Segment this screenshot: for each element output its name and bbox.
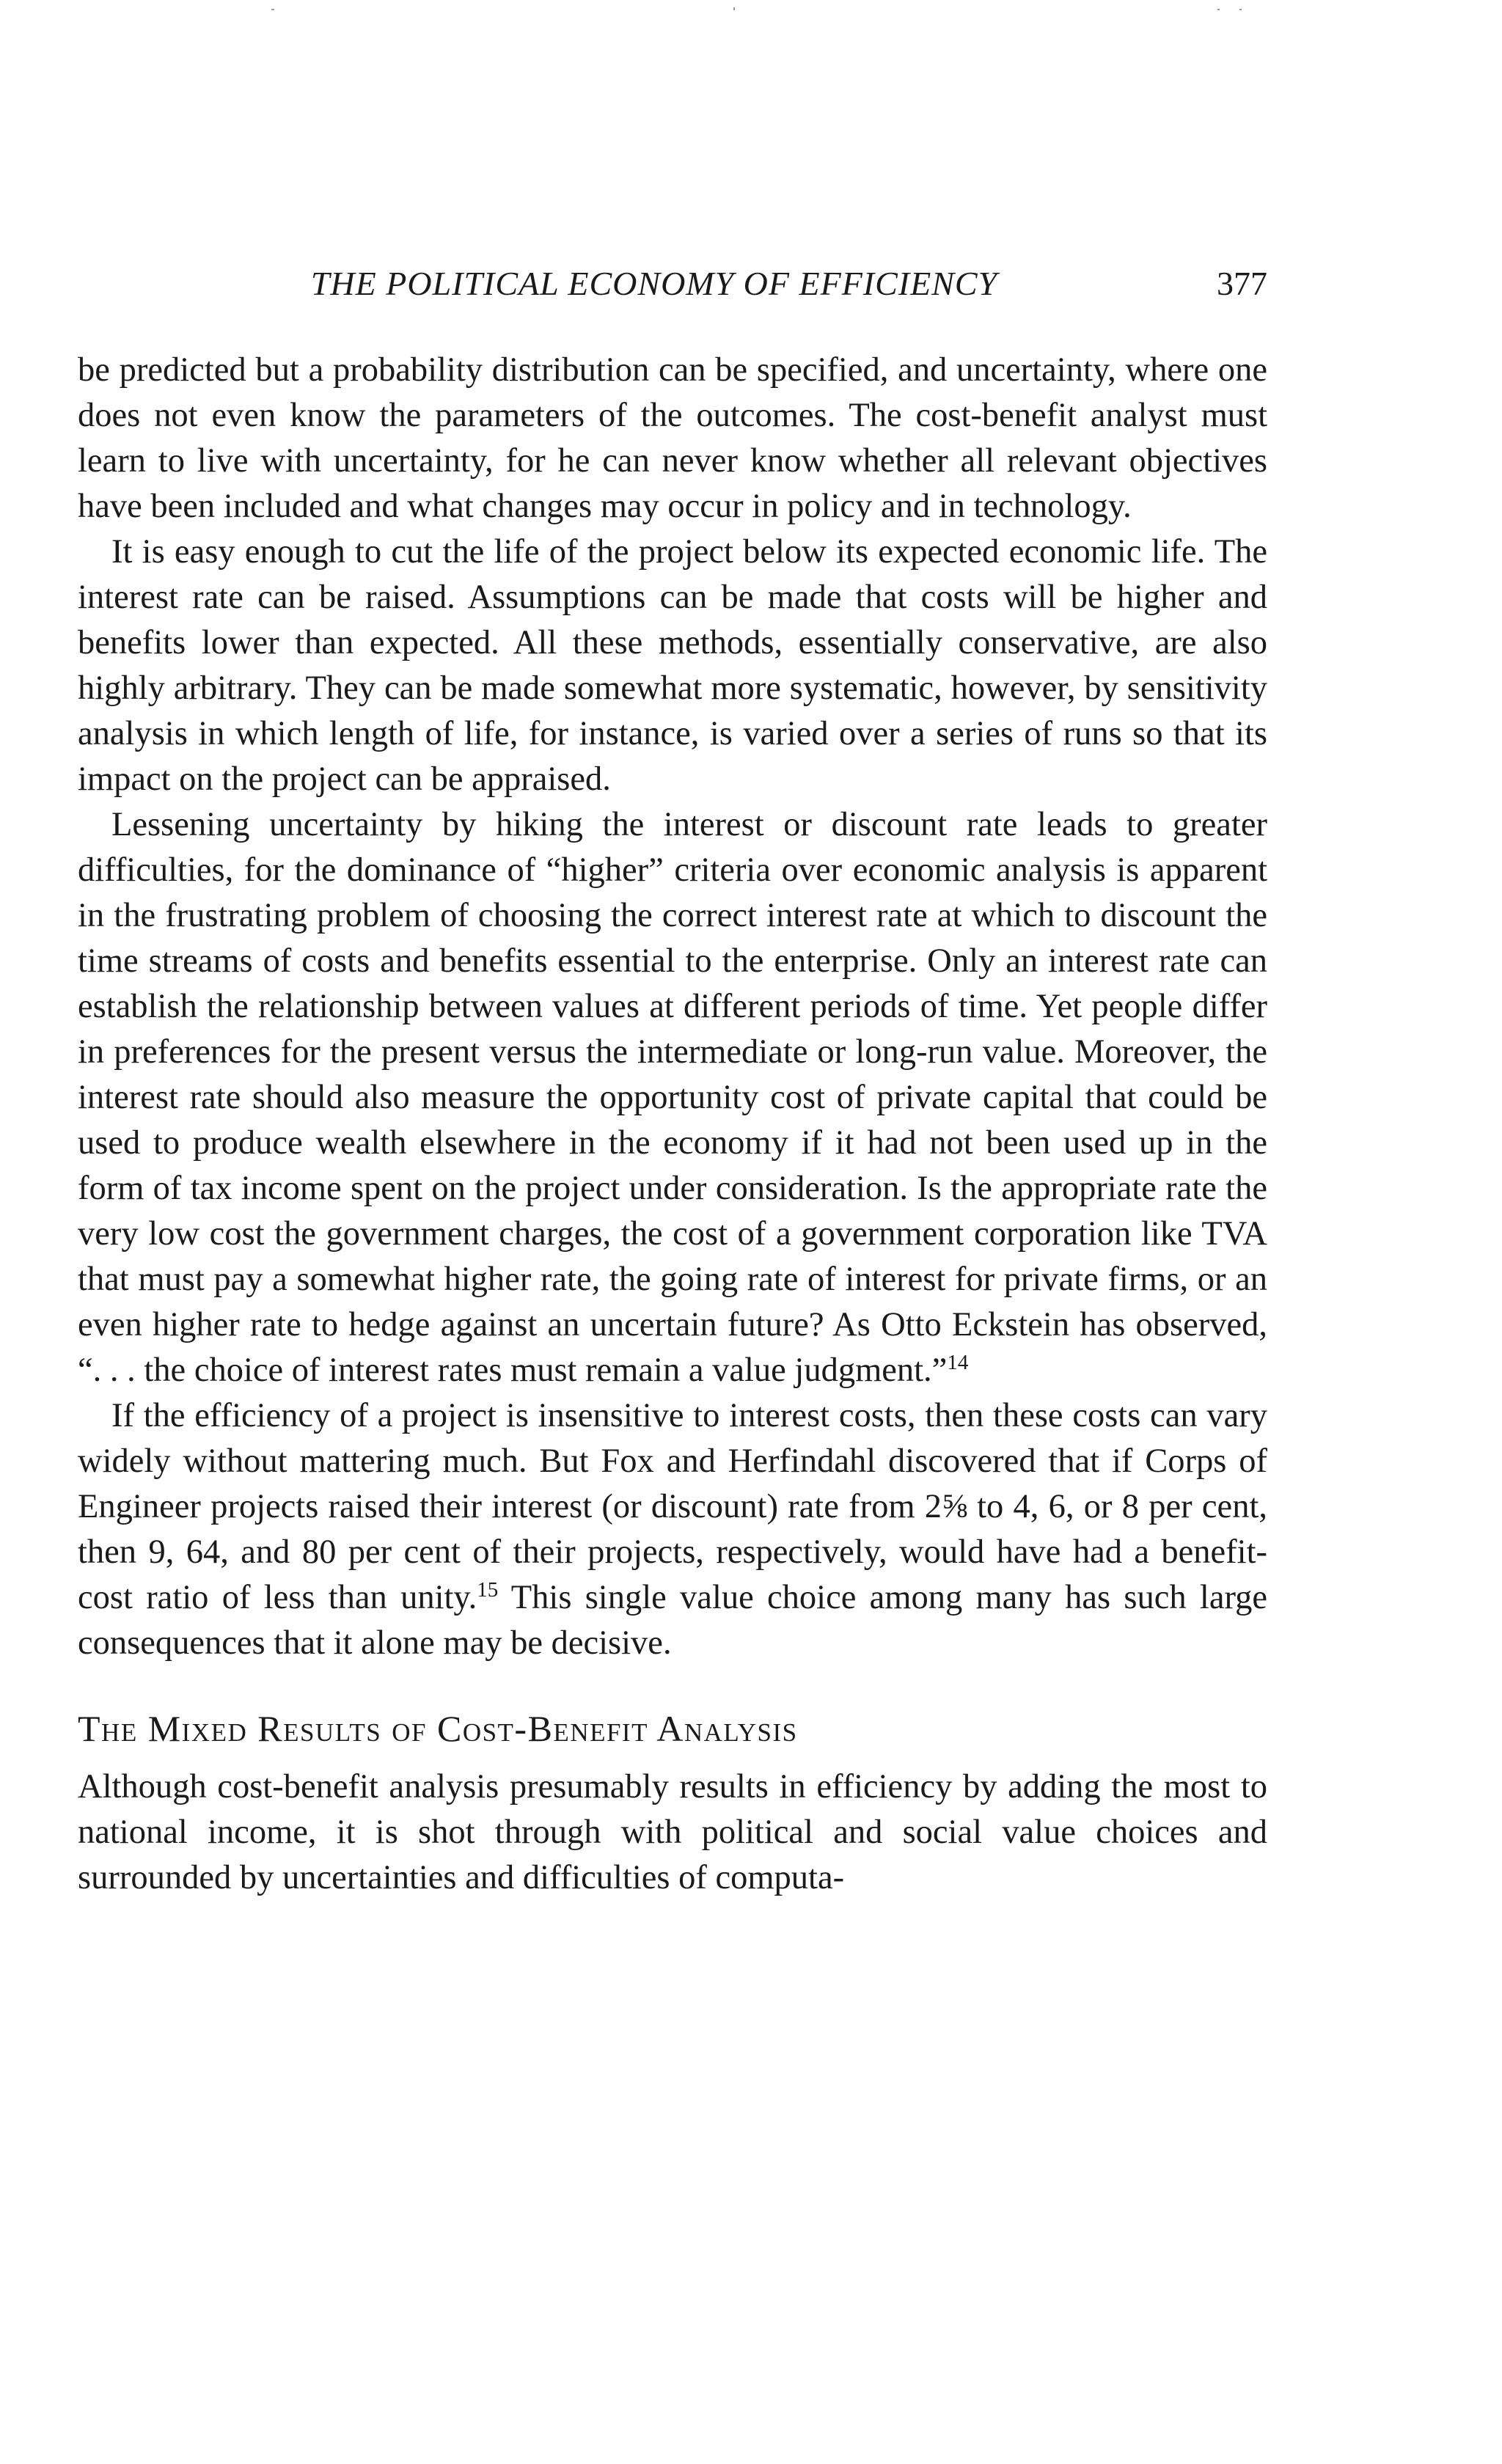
- paragraph-text: This single value choice among many has such large consequences that it alone may be decisive.: [78, 1579, 1267, 1662]
- paragraph-text: Lessening uncertainty by hiking the interest or discount rate leads to greater difficulties, for the dominance of “higher” criteria over economic analysis is apparent in the frustrating problem of choosing the correct interest rate at which to discount the time streams of costs and benefits essential to the enterprise. Only an interest rate can establish the relationship between values at different periods of time. Yet people differ in preferences for the present versus the intermediate or long-run value. Moreover, the interest rate should also measure the opportunity cost of private capital that could be used to produce wealth elsewhere in the economy if it had not been used up in the form of tax income spent on the project under consideration. Is the appropriate rate the very low cost the government charges, the cost of a government corporation like TVA that must pay a somewhat higher rate, the going rate of interest for private firms, or an even higher rate to hedge against an uncertain future? As Otto Eckstein has observed, “. . . the choice of interest rates must remain a value judgment.”: [78, 806, 1267, 1389]
- paragraph-section-opening: Although cost-benefit analysis presumably results in efficiency by adding the most to national income, it is shot through with political and social value choices and surrounded by uncertainties and difficulties of computa-: [78, 1768, 1267, 1896]
- paragraph-interest-sensitivity: [78, 1393, 1267, 1666]
- running-title: THE POLITICAL ECONOMY OF EFFICIENCY: [310, 265, 998, 302]
- scan-artifact-mark: [1239, 9, 1242, 10]
- paragraph-text: If the efficiency of a project is insensitive to interest costs, then these costs can vary widely without mattering much. But Fox and Herfindahl discovered that if Corps of Engineer projects raised their interest (or discount) rate from 2⅝ to 4, 6, or 8 per cent, then 9, 64, and 80 per cent of their projects, respectively, would have had a benefit-cost ratio of less than unity.: [78, 1397, 1267, 1616]
- section-heading: The Mixed Results of Cost-Benefit Analysis: [78, 1708, 798, 1749]
- scan-artifact-mark: [1217, 9, 1220, 10]
- scan-artifact-mark: [271, 9, 274, 10]
- footnote-marker: 15: [477, 1578, 499, 1602]
- footnote-marker: 14: [947, 1351, 969, 1374]
- book-page: [78, 264, 1267, 1901]
- paragraph-continuation: be predicted but a probability distribution can be specified, and uncertainty, where one does not even know the parameters of the outcomes. The cost-benefit analyst must learn to live with uncertainty, for he can never know whether all relevant objectives have been included and what changes may occur in policy and in technology.: [78, 351, 1267, 525]
- page-number: 377: [1217, 265, 1267, 302]
- paragraph-project-life: It is easy enough to cut the life of the project below its expected economic life. The interest rate can be raised. Assumptions can be made that costs will be higher and benefits lower than expected. All these methods, essentially conservative, are also highly arbitrary. They can be made somewhat more systematic, however, by sensitivity analysis in which length of life, for instance, is varied over a series of runs so that its impact on the project can be appraised.: [78, 533, 1267, 798]
- running-head: [78, 264, 1267, 315]
- body-text: [78, 348, 1267, 1901]
- paragraph-interest-rate: [78, 802, 1267, 1393]
- scan-artifact-mark: [733, 7, 735, 10]
